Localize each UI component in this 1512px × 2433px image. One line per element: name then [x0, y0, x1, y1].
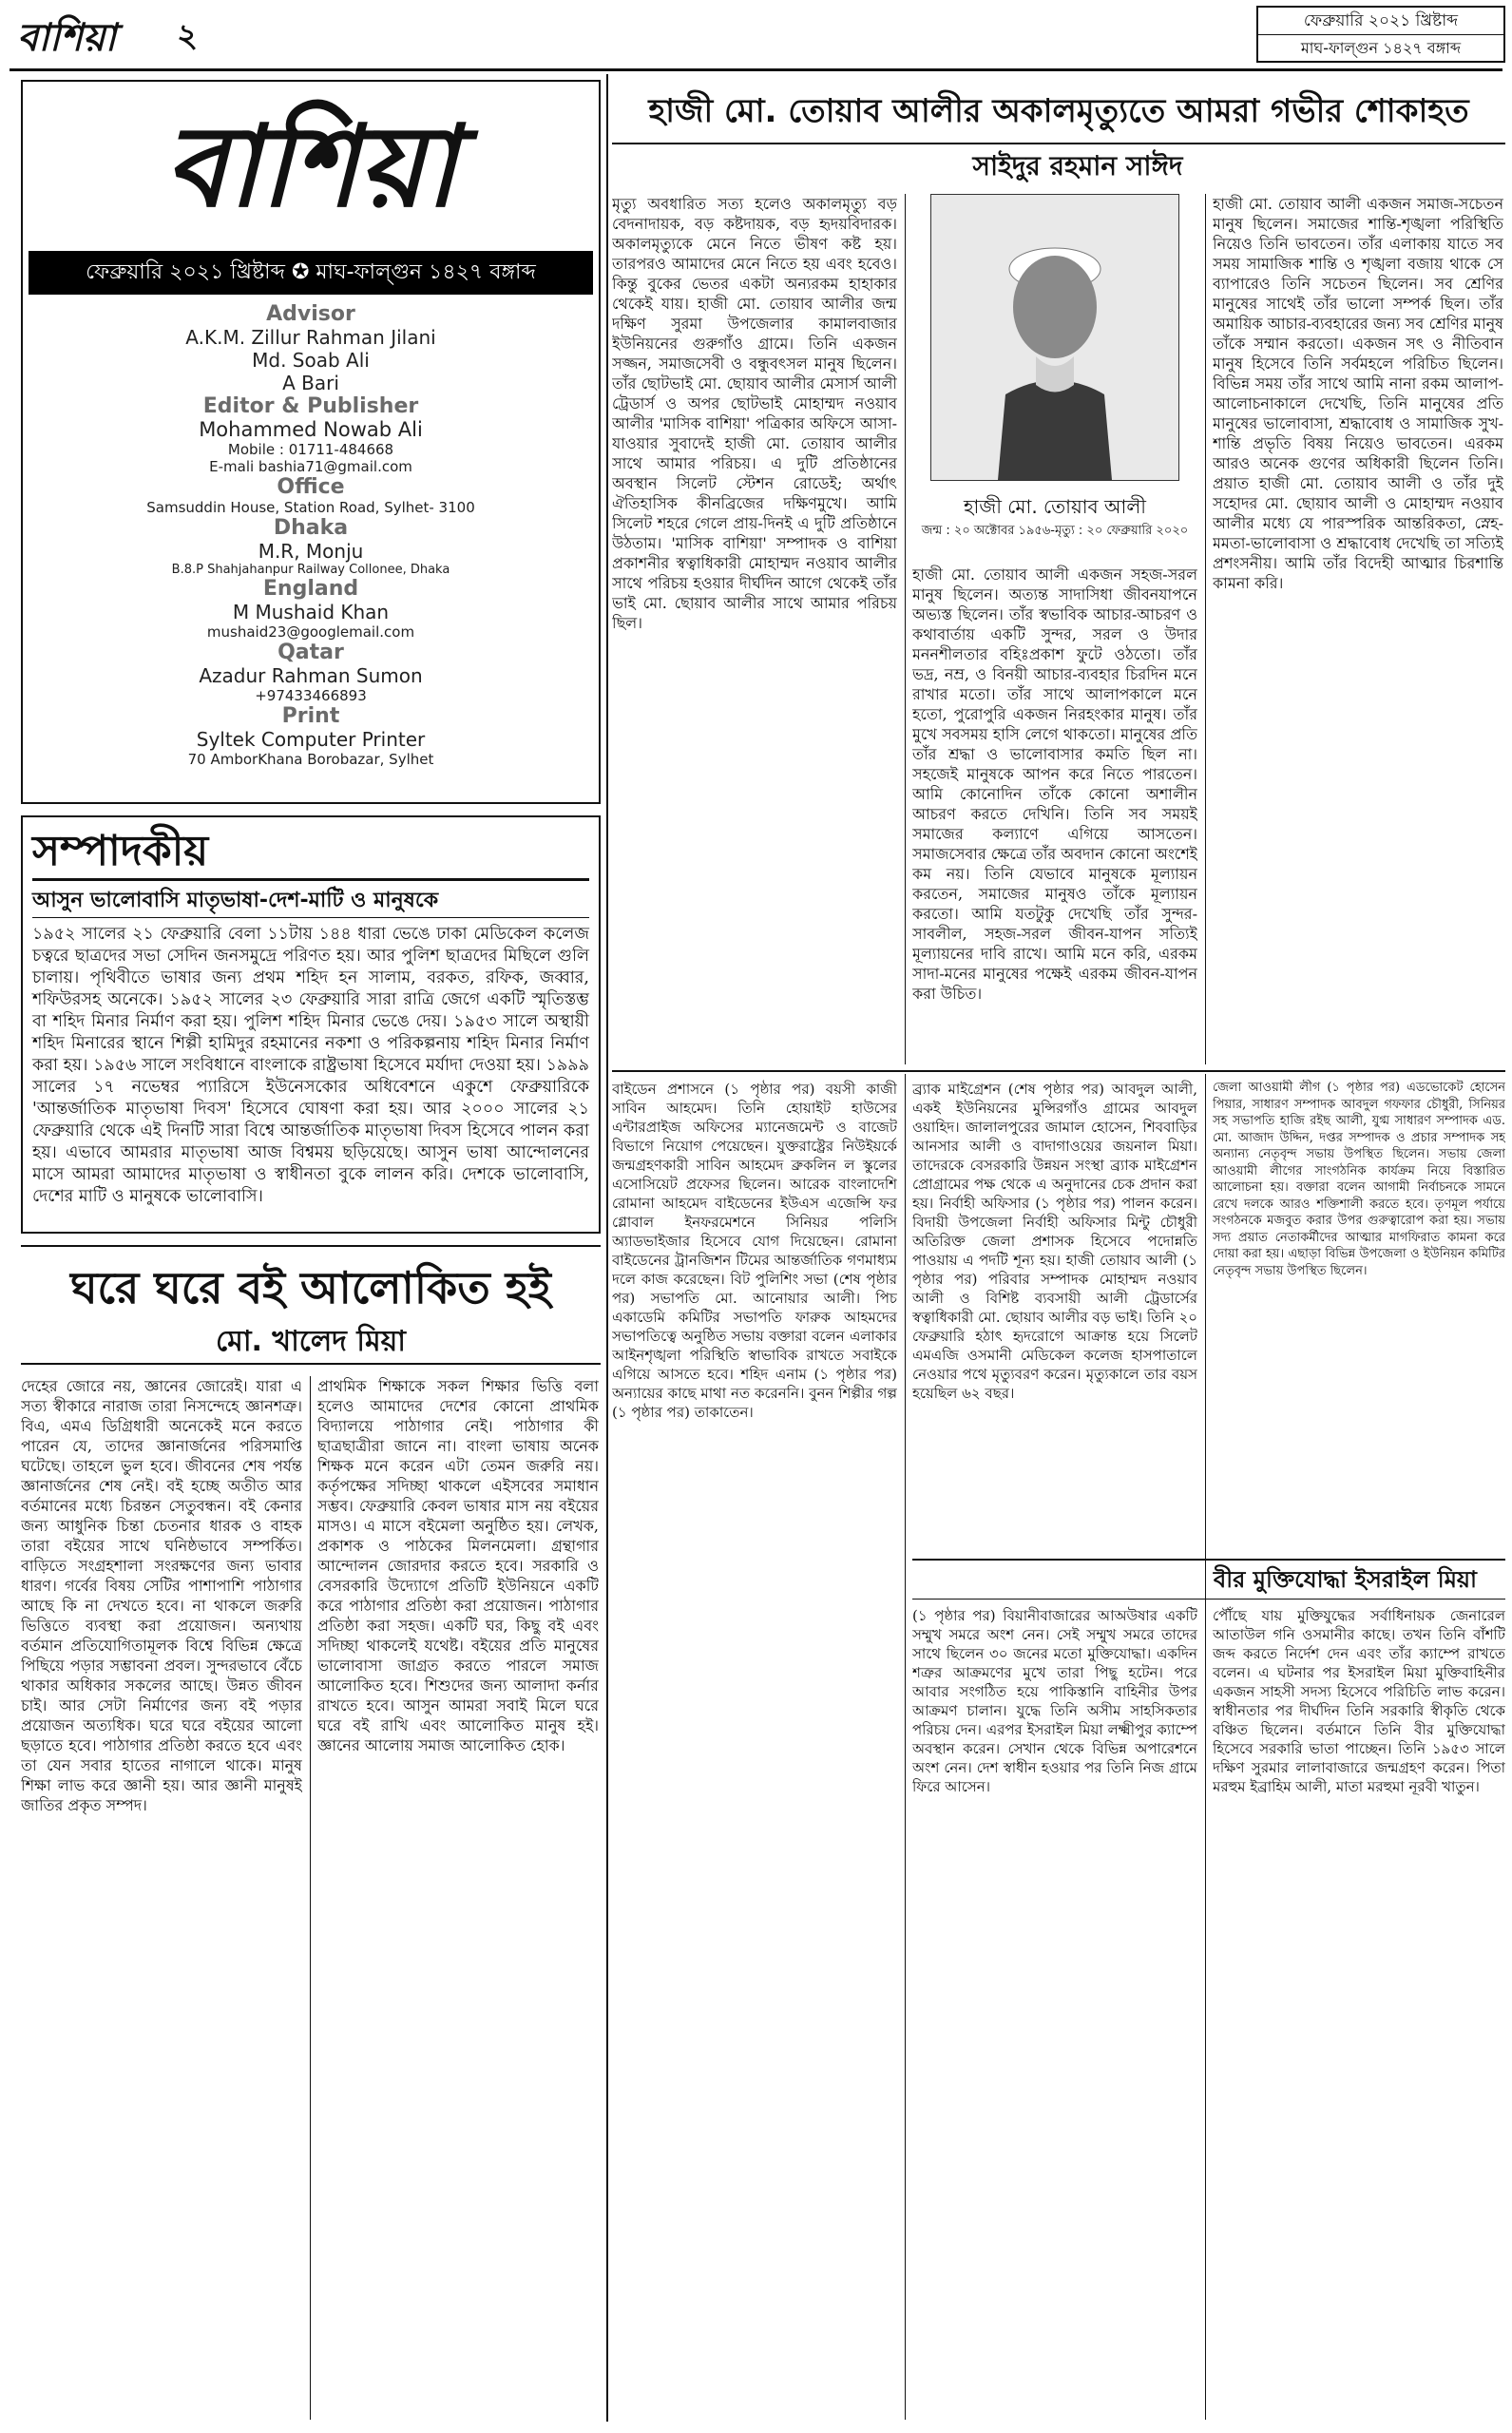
books-article [21, 1245, 601, 2422]
news-col-1: বাইডেন প্রশাসনে (১ পৃষ্ঠার পর) বয়সী কাজী সাবিন আহমেদ। তিনি হোয়াইট হাউসের এন্টারপ্রাইজ অফিসের ম্যানেজমেন্ট ও বাজেট বিভাগে নিয়োগ পেয়েছেন। যুক্তরাষ্ট্রের নিউইয়র্কে জন্মগ্রহণকারী সাবিন আহমেদ ব্রুকলিন ল স্কুলের এসোসিয়েট প্রফেসর ছিলেন। আরেক বাংলাদেশি রোমানা আহমেদ বাইডেনের ইউএস এজেন্সি ফর গ্লোবাল ইনফরমেশনে সিনিয়র পলিসি অ্যাডভাইজার হিসেবে যোগ দিয়েছেন। রোমানা বাইডেনের ট্রানজিশন টিমের আন্তর্জাতিক গণমাধ্যম দলে কাজ করেছেন। বিট পুলিশিং সভা (শেষ পৃষ্ঠার পর) সভাপতি মো. আনোয়ার আলী। পিচ একাডেমি কমিটির সভাপতি ফারুক আহমদের সভাপতিত্বে অনুষ্ঠিত সভায় বক্তারা বলেন এলাকার আইনশৃঙ্খলা পরিস্থিতি স্বাভাবিক রাখতে সবাইকে এগিয়ে আসতে হবে। শহিদ এনাম (১ পৃষ্ঠার পর) অন্যায়ের কাছে মাথা নত করেননি। বুনন শিল্পীর গল্প (১ পৃষ্ঠার পর) তাকাতেন। [612, 1081, 897, 1421]
books-headline: ঘরে ঘরে বই আলোকিত হই [70, 1262, 551, 1313]
masthead-box [21, 80, 601, 804]
books-column-rule [310, 1376, 311, 2420]
books-byline: মো. খালেদ মিয়া [21, 1321, 601, 1365]
photo-dates: জন্ম : ২০ অক্টোবর ১৯৫৬-মৃত্যু : ২০ ফেব্রুয়ারি ২০২০ [921, 524, 1189, 538]
main-col-rule-2 [1205, 194, 1206, 1064]
main-byline: সাইদুর রহমান সাঈদ [972, 150, 1183, 182]
freedom-headline: বীর মুক্তিযোদ্ধা ইসরাইল মিয়া [912, 1559, 1505, 1600]
print-address: 70 AmborKhana Borobazar, Sylhet [187, 751, 434, 768]
qatar-name: Azadur Rahman Sumon [199, 664, 423, 687]
news-col-rule-1 [905, 1074, 906, 2420]
qatar-label: Qatar [278, 641, 344, 664]
england-name: M Mushaid Khan [232, 601, 390, 623]
freedom-col-1: (১ পৃষ্ঠার পর) বিয়ানীবাজারের আঅউষার একটি সম্মুখ সমরে অংশ নেন। সেই সম্মুখ সমরে তাদের সাথে ছিলেন ৩০ জনের মতো মুক্তিযোদ্ধা। একদিন শত্রুর আক্রমণের মুখে তারা পিছু হটেন। পরে আবার সংগঠিত হয়ে পাকিস্তানি বাহিনীর উপর আক্রমণ চালান। যুদ্ধে তিনি অসীম সাহসিকতার পরিচয় দেন। এরপর ইসরাইল মিয়া লক্ষ্মীপুর ক্যাম্পে অবস্থান করেন। সেখান থেকে বিভিন্ন অপারেশনে অংশ নেন। দেশ স্বাধীন হওয়ার পর তিনি নিজ গ্রামে ফিরে আসেন। [912, 1607, 1197, 1795]
news-top-rule [612, 1070, 1505, 1072]
top-header [0, 0, 1512, 67]
print-label: Print [281, 704, 340, 728]
freedom-article [912, 1559, 1505, 2420]
advisor-2: Md. Soab Ali [252, 349, 370, 372]
main-col-rule-1 [905, 194, 906, 1064]
print-name: Syltek Computer Printer [196, 728, 426, 751]
header-date-line-1: ফেব্রুয়ারি ২০২১ খ্রিষ্টাব্দ [1258, 8, 1503, 35]
editor-mobile: Mobile : 01711-484668 [227, 441, 394, 458]
editorial-body: ১৯৫২ সালের ২১ ফেব্রুয়ারি বেলা ১১টায় ১৪৪ ধারা ভেঙে ঢাকা মেডিকেল কলেজ চত্বরে ছাত্রদের সভা সেদিন জনসমুদ্রে পরিণত হয়। আর পুলিশ ছাত্রদের মিছিলে গুলি চালায়। পৃথিবীতে ভাষার জন্য প্রথম শহিদ হন সালাম, বরকত, রফিক, জব্বার, শফিউরসহ অনেকে। ১৯৫২ সালের ২৩ ফেব্রুয়ারি সারা রাত্রি জেগে একটি স্মৃতিস্তম্ভ বা শহিদ মিনার নির্মাণ করা হয়। পুলিশ শহিদ মিনার ভেঙে দেয়। ১৯৫৩ সালে অস্থায়ী শহিদ মিনারের স্থানে শিল্পী হামিদুর রহমানের নকশা ও পরিকল্পনায় শহিদ মিনার নির্মাণ করা হয়। ১৯৫৬ সালে সংবিধানে বাংলাকে রাষ্ট্রভাষা হিসেবে মর্যাদা দেওয়া হয়। ১৯৯৯ সালের ১৭ নভেম্বর প্যারিসে ইউনেসকোর অধিবেশনে একুশে ফেব্রুয়ারিকে 'আন্তর্জাতিক মাতৃভাষা দিবস' হিসেবে ঘোষণা করা হয়। আর ২০০০ সালের ২১ ফেব্রুয়ারি থেকে এই দিনটি সারা বিশ্বে আন্তর্জাতিক মাতৃভাষা দিবস হিসেবে পালন করা হয়। এভাবে আমরার মাতৃভাষা আজ বিশ্বময় ছড়িয়েছে। আসুন ভাষা আন্দোলনের মাসে আমরা আমাদের মাতৃভাষা ও স্বাধীনতা বুকে লালন করি। দেশকে ভালোবাসি, দেশের মাটি ও মানুষকে ভালোবাসি। [32, 925, 589, 1206]
office-label: Office [277, 475, 345, 499]
editor-email: E-mali bashia71@gmail.com [209, 458, 412, 475]
advisor-1: A.K.M. Zillur Rahman Jilani [185, 326, 436, 349]
main-col-2: হাজী মো. তোয়াব আলী একজন সহজ-সরল মানুষ ছিলেন। অত্যন্ত সাদাসিধা জীবনযাপনে অভ্যস্ত ছিলেন। তাঁর স্বভাবিক আচার-আচরণ ও কথাবার্তায় একটি সুন্দর, সরল ও উদার মননশীলতার বহিঃপ্রকাশ ফুটে ওঠতো। তাঁর ভদ্র, নম্র, ও বিনয়ী আচার-ব্যবহার চিরদিন মনে রাখার মতো। তাঁর সাথে আলাপকালে মনে হতো, পুরোপুরি একজন নিরহংকার মানুষ। তাঁর মুখে সবসময় হাসি লেগে থাকতো। মানুষের প্রতি তাঁর শ্রদ্ধা ও ভালোবাসার কমতি ছিল না। সহজেই মানুষকে আপন করে নিতে পারতেন। আমি কোনোদিন তাঁকে কোনো অশালীন আচরণ করতে দেখিনি। তিনি সব সময়ই সমাজের কল্যাণে এগিয়ে আসতেন। সমাজসেবার ক্ষেত্রে তাঁর অবদান কোনো অংশেই কম নয়। তিনি যেভাবে মানুষকে মূল্যায়ন করতেন, সমাজের মানুষও তাঁকে মূল্যায়ন করতো। আমি যতটুকু দেখেছি তাঁর সুন্দর-সাবলীল, সহজ-সরল জীবন-যাপন সত্যিই মূল্যায়নের দাবি রাখে। আমি মনে করি, এরকম সাদা-মনের মানুষের পক্ষেই এরকম জীবন-যাপন করা উচিত। [912, 565, 1197, 1003]
books-col-2: প্রাথমিক শিক্ষাকে সকল শিক্ষার ভিত্তি বলা হলেও আমাদের দেশের কোনো প্রাথমিক বিদ্যালয়ে পাঠাগার নেই। পাঠাগার কী ছাত্রছাত্রীরা জানে না। বাংলা ভাষায় অনেক শিক্ষক মনে করেন এটা তেমন জরুরি নয়। কর্তৃপক্ষের সদিচ্ছা থাকলে এইসবের সমাধান সম্ভব। ফেব্রুয়ারি কেবল ভাষার মাস নয় বইয়ের মাসও। এ মাসে বইমেলা অনুষ্ঠিত হয়। লেখক, প্রকাশক ও পাঠকের মিলনমেলা। গ্রন্থাগার আন্দোলন জোরদার করতে হবে। সরকারি ও বেসরকারি উদ্যোগে প্রতিটি ইউনিয়নে একটি করে পাঠাগার প্রতিষ্ঠা করা প্রয়োজন। পাঠাগার প্রতিষ্ঠা করা সহজ। একটি ঘর, কিছু বই এবং সদিচ্ছা থাকলেই যথেষ্ট। বইয়ের প্রতি মানুষের ভালোবাসা জাগ্রত করতে পারলে সমাজ আলোকিত হবে। শিশুদের জন্য আলাদা কর্নার রাখতে হবে। আসুন আমরা সবাই মিলে ঘরে ঘরে বই রাখি এবং আলোকিত মানুষ হই। জ্ঞানের আলোয় সমাজ আলোকিত হোক। [317, 1377, 599, 1754]
masthead-logo: বাশিয়া [164, 101, 457, 232]
england-label: England [262, 577, 359, 601]
freedom-col-2: পৌঁছে যায় মুক্তিযুদ্ধের সর্বাধিনায়ক জেনারেল আতাউল গনি ওসমানীর কাছে। তখন তিনি বাঁশটি জব্দ করতে নির্দেশ দেন এবং তাঁর ক্যাম্পে রাখতে বলেন। এ ঘটনার পর ইসরাইল মিয়া মুক্তিবাহিনীর একজন সাহসী সদস্য হিসেবে পরিচিতি লাভ করেন। স্বাধীনতার পর দীর্ঘদিন তিনি সরকারি স্বীকৃতি থেকে বঞ্চিত ছিলেন। বর্তমানে তিনি বীর মুক্তিযোদ্ধা হিসেবে সরকারি ভাতা পাচ্ছেন। তিনি ১৯৫৩ সালে দক্ষিণ সুরমার লালাবাজারে জন্মগ্রহণ করেন। পিতা মরহুম ইব্রাহিম আলী, মাতা মরহুমা নূরবী খাতুন। [1213, 1607, 1505, 1795]
header-date-box [1256, 6, 1505, 63]
page-number: ২ [177, 17, 199, 55]
advisor-3: A Bari [282, 372, 339, 394]
main-photo-block [912, 194, 1197, 555]
header-date-line-2: মাঘ-ফাল্গুন ১৪২৭ বঙ্গাব্দ [1300, 39, 1462, 57]
photo-caption: হাজী মো. তোয়াব আলী [964, 495, 1146, 518]
office-address: Samsuddin House, Station Road, Sylhet- 3100 [146, 499, 475, 516]
page-divider [606, 74, 608, 2422]
dhaka-name: M.R, Monju [258, 540, 364, 563]
portrait-silhouette [931, 195, 1178, 480]
editorial-label: সম্পাদকীয় [32, 825, 589, 881]
editorial-headline: আসুন ভালোবাসি মাতৃভাষা-দেশ-মাটি ও মানুষকে [32, 885, 589, 918]
news-col-3: জেলা আওয়ামী লীগ (১ পৃষ্ঠার পর) এডভোকেট হোসেন পিয়ার, সাধারণ সম্পাদক আবদুল গফফার চৌধুরী, সিনিয়র সহ সভাপতি হাজি রইছ আলী, যুগ্ম সাধারণ সম্পাদক এড. মো. আজাদ উদ্দিন, দপ্তর সম্পাদক ও প্রচার সম্পাদক সহ অন্যান্য নেতৃবৃন্দ সভায় উপস্থিত ছিলেন। সভায় জেলা আওয়ামী লীগের সাংগঠনিক কার্যক্রম নিয়ে বিস্তারিত আলোচনা হয়। বক্তারা বলেন আগামী নির্বাচনকে সামনে রেখে দলকে আরও শক্তিশালী করতে হবে। তৃণমূল পর্যায়ে সংগঠনকে মজবুত করার উপর গুরুত্বারোপ করা হয়। সভায় সদ্য প্রয়াত নেতাকর্মীদের আত্মার মাগফিরাত কামনা করে দোয়া করা হয়। এছাড়া বিভিন্ন উপজেলা ও ইউনিয়ন কমিটির নেতৃবৃন্দ সভায় উপস্থিত ছিলেন। [1213, 1081, 1505, 1278]
dhaka-label: Dhaka [273, 516, 349, 540]
main-headline: হাজী মো. তোয়াব আলীর অকালমৃত্যুতে আমরা গভীর শোকাহত [612, 80, 1505, 144]
advisor-label: Advisor [266, 302, 355, 326]
credits [23, 302, 599, 796]
news-col-2: ব্র্যাক মাইগ্রেশন (শেষ পৃষ্ঠার পর) আবদুল আলী, একই ইউনিয়নের মুন্সিরগাঁও গ্রামের আবদুল ওয়াহিদ। জালালপুরের জামাল হোসেন, শিববাড়ির আনসার আলী ও বাদাগাওয়ের জয়নাল মিয়া। তাদেরকে বেসরকারি উন্নয়ন সংস্থা ব্র্যাক মাইগ্রেশন প্রোগ্রামের পক্ষ থেকে এ অনুদানের চেক প্রদান করা হয়। নির্বাহী অফিসার (১ পৃষ্ঠার পর) পালন করেন। বিদায়ী উপজেলা নির্বাহী অফিসার মিন্টু চৌধুরী অতিরিক্ত জেলা প্রশাসক হিসেবে পদোন্নতি পাওয়ায় এ পদটি শূন্য হয়। হাজী তোয়াব আলী (১ পৃষ্ঠার পর) পরিবার সম্পাদক মোহাম্মদ নওয়াব আলী ও বিশিষ্ট ব্যবসায়ী আলী ট্রেডার্সের স্বত্বাধিকারী মো. ছোয়াব আলীর বড় ভাই। তিনি ২০ ফেব্রুয়ারি হঠাৎ হৃদরোগে আক্রান্ত হয়ে সিলেট এমএজি ওসমানী মেডিকেল কলেজ হাসপাতালে নেওয়ার পথে মৃত্যুবরণ করেন। মৃত্যুকালে তার বয়স হয়েছিল ৬২ বছর। [912, 1081, 1197, 1402]
england-email: mushaid23@googlemail.com [206, 623, 415, 641]
editor-label: Editor & Publisher [202, 394, 419, 418]
main-col-3: হাজী মো. তোয়াব আলী একজন সমাজ-সচেতন মানুষ ছিলেন। সমাজের শান্তি-শৃঙ্খলা পরিস্থিতি নিয়েও তিনি ভাবতেন। তাঁর এলাকায় যাতে সব সময় সামাজিক শান্তি ও শৃঙ্খলা বজায় থাকে সে ব্যাপারেও তিনি সচেতন ছিলেন। সব শ্রেণির মানুষের সাথেই তাঁর ভালো সম্পর্ক ছিল। তাঁর অমায়িক আচার-ব্যবহারের জন্য সব শ্রেণির মানুষ তাঁকে সম্মান করতো। একজন সৎ ও নীতিবান মানুষ হিসেবে তিনি সর্বমহলে পরিচিত ছিলেন। বিভিন্ন সময় তাঁর সাথে আমি নানা রকম আলাপ-আলোচনাকালে দেখেছি, তিনি মানুষের প্রতি মানুষের ভালোবাসা, শ্রদ্ধাবোধ ও সামাজিক সুখ-শান্তি প্রভৃতি বিষয় নিয়েও ভাবতেন। এরকম আরও অনেক গুণের অধিকারী ছিলেন তিনি। প্রয়াত হাজী মো. তোয়াব আলী ও তাঁর দুই সহোদর মো. ছোয়াব আলী ও মোহাম্মদ নওয়াব আলীর মধ্যে যে পারস্পরিক আন্তরিকতা, স্নেহ-মমতা-ভালোবাসা ও শ্রদ্ধাবোধ দেখেছি তা সত্যিই প্রশংসনীয়। আমি তাঁর বিদেহী আত্মার চিরশান্তি কামনা করি। [1213, 195, 1503, 592]
portrait-photo [930, 194, 1179, 481]
masthead-date-bar: ফেব্রুয়ারি ২০২১ খ্রিষ্টাব্দ ✪ মাঘ-ফাল্গুন ১৪২৭ বঙ্গাব্দ [29, 251, 593, 295]
books-col-1: দেহের জোরে নয়, জ্ঞানের জোরেই। যারা এ সত্য স্বীকারে নারাজ তারা নিসন্দেহে জ্ঞানশত্রু। বিএ, এমএ ডিগ্রিধারী অনেকেই মনে করতে পারেন যে, তাদের জ্ঞানার্জনের পরিসমাপ্তি ঘটেছে। তাহলে ভুল হবে। জীবনের শেষ পর্যন্ত জ্ঞানার্জনের শেষ নেই। বই হচ্ছে অতীত আর বর্তমানের মধ্যে চিরন্তন সেতুবন্ধন। বই কেনার জন্য আধুনিক চিন্তা চেতনার ধারক ও বাহক তারা বইয়ের সাথে ঘনিষ্ঠভাবে সম্পর্কিত। বাড়িতে সংগ্রহশালা সংরক্ষণের জন্য ভাবার ধারণ। গর্বের বিষয় সেটির পাশাপাশি পাঠাগার আছে কি না দেখতে হবে। না থাকলে জরুরি ভিত্তিতে ব্যবস্থা করা প্রয়োজন। অন্যথায় বর্তমান প্রতিযোগিতামূলক বিশ্বে বিভিন্ন ক্ষেত্রে পিছিয়ে পড়ার সম্ভাবনা প্রবল। সুন্দরভাবে বেঁচে থাকার অধিকার সকলের আছে। উন্নত জীবন চাই। আর সেটা নির্মাণের জন্য বই পড়ার প্রয়োজন অত্যধিক। ঘরে ঘরে বইয়ের আলো ছড়াতে হবে। পাঠাগার প্রতিষ্ঠা করতে হবে এবং তা যেন সবার হাতের নাগালে থাকে। মানুষ শিক্ষা লাভ করে জ্ঞানী হয়। আর জ্ঞানী মানুষই জাতির প্রকৃত সম্পদ। [21, 1377, 302, 1814]
editor-name: Mohammed Nowab Ali [199, 418, 423, 441]
main-article [612, 80, 1505, 1068]
editorial-box [21, 815, 601, 1234]
main-col-1: মৃত্যু অবধারিত সত্য হলেও অকালমৃত্যু বড় বেদনাদায়ক, বড় কষ্টদায়ক, বড় হৃদয়বিদারক। অকালমৃত্যুকে মেনে নিতে ভীষণ কষ্ট হয়। তারপরও আমাদের মেনে নিতে হয় এবং হবেও। কিন্তু বুকের ভেতর একটা অন্যরকম হাহাকার থেকেই যায়। হাজী মো. তোয়াব আলীর জন্ম দক্ষিণ সুরমা উপজেলার কামালবাজার ইউনিয়নের গুরুগাঁও গ্রামে। তিনি একজন সজ্জন, সমাজসেবী ও বন্ধুবৎসল মানুষ ছিলেন। তাঁর ছোটভাই মো. ছোয়াব আলীর মেসার্স আলী ট্রেডার্স ও অপর ছোটভাই মোহাম্মদ নওয়াব আলীর 'মাসিক বাশিয়া' পত্রিকার অফিসে আসা-যাওয়ার সুবাদেই হাজী মো. তোয়াব আলীর সাথে আমার পরিচয়। এ দুটি প্রতিষ্ঠানের অবস্থান সিলেট স্টেশন রোডেই; অর্থাৎ ঐতিহাসিক কীনব্রিজের দক্ষিণমুখে। আমি সিলেট শহরে গেলে প্রায়-দিনই এ দুটি প্রতিষ্ঠানে উঠতাম। 'মাসিক বাশিয়া' সম্পাদক ও বাশিয়া প্রকাশনীর স্বত্বাধিকারী মোহাম্মদ নওয়াব আলীর সাথে পরিচয় হওয়ার দীর্ঘদিন আগে থেকেই তাঁর ভাই মো. ছোয়াব আলীর সাথে আমার পরিচয় ছিল। [612, 195, 897, 632]
header-logo: বাশিয়া [17, 16, 117, 57]
dhaka-address: B.8.P Shahjahanpur Railway Collonee, Dhaka [171, 563, 450, 577]
header-rule [10, 68, 1502, 71]
qatar-phone: +97433466893 [255, 687, 367, 704]
